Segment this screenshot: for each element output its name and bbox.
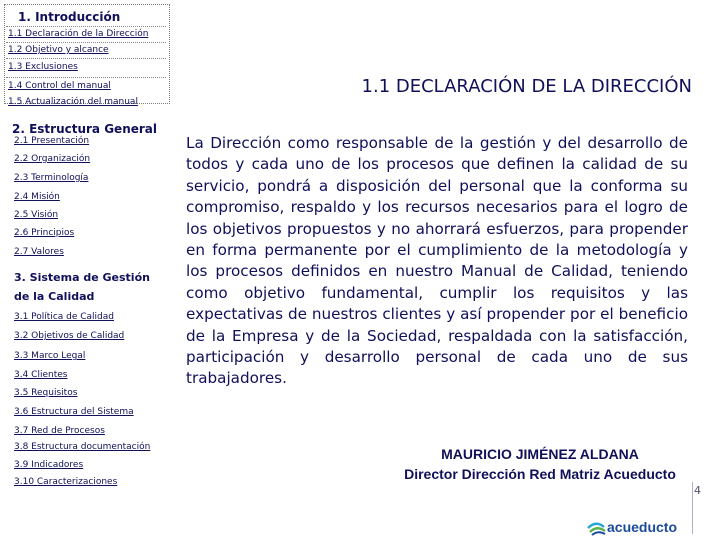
nav-link-3-8[interactable]: 3.8 Estructura documentación [14,442,151,452]
signature-role: Director Dirección Red Matriz Acueducto [404,466,676,482]
page-title: 1.1 DECLARACIÓN DE LA DIRECCIÓN [361,76,692,97]
nav-link-2-5[interactable]: 2.5 Visión [14,210,59,220]
nav-link-1-3[interactable]: 1.3 Exclusiones [8,62,78,72]
nav-link-2-3[interactable]: 2.3 Terminología [14,173,89,183]
nav-link-3-4[interactable]: 3.4 Clientes [14,370,68,380]
nav-link-2-1[interactable]: 2.1 Presentación [14,136,90,146]
nav-link-1-1[interactable]: 1.1 Declaración de la Dirección [8,29,149,39]
separator [6,77,166,78]
section2-title[interactable]: 2. Estructura General [12,122,158,136]
nav-link-3-6[interactable]: 3.6 Estructura del Sistema [14,407,134,417]
section3-title-line2[interactable]: de la Calidad [14,290,95,303]
logo-text: acueducto [607,519,678,535]
left-navigation [0,0,172,540]
nav-link-3-7[interactable]: 3.7 Red de Procesos [14,426,105,436]
nav-link-3-9[interactable]: 3.9 Indicadores [14,460,84,470]
nav-link-2-7[interactable]: 2.7 Valores [14,247,64,257]
separator [6,58,166,59]
nav-link-1-5[interactable]: 1.5 Actualización del manual [8,97,138,107]
nav-link-3-1[interactable]: 3.1 Política de Calidad [14,312,114,322]
logo-mark-icon [588,524,605,535]
separator [6,26,166,27]
nav-link-1-2[interactable]: 1.2 Objetivo y alcance [8,45,109,55]
nav-link-3-5[interactable]: 3.5 Requisitos [14,388,78,398]
nav-link-2-2[interactable]: 2.2 Organización [14,154,91,164]
signature-name: MAURICIO JIMÉNEZ ALDANA [441,446,639,462]
nav-link-3-10[interactable]: 3.10 Caracterizaciones [14,477,118,487]
nav-link-2-4[interactable]: 2.4 Misión [14,192,60,202]
nav-link-1-4[interactable]: 1.4 Control del manual [8,81,111,91]
separator [6,42,166,43]
page-number: 4 [694,484,701,497]
section3-title-line1[interactable]: 3. Sistema de Gestión [14,271,150,284]
acueducto-logo [586,515,688,537]
nav-link-2-6[interactable]: 2.6 Principios [14,228,75,238]
section1-title[interactable]: 1. Introducción [18,10,121,24]
nav-link-3-2[interactable]: 3.2 Objetivos de Calidad [14,331,125,341]
declaration-text: La Dirección como responsable de la gestión y del desarrollo de todos y cada uno de los procesos que definen la calidad de su servicio, pondrá a disposición del personal que la conforma su compromiso, respaldo y los recursos necesarios para el logro de los objetivos propuestos y no ahorrará esfuerzos, para propender en forma permanente por el cumplimiento de la metodología y los procesos definidos en nuestro Manual de Calidad, teniendo como objetivo fundamental, cumplir los requisitos y las expectativas de nuestros clientes y así propender por el beneficio de la Empresa y de la Sociedad, respaldada con la satisfacción, participación y desarrollo personal de cada uno de sus trabajadores. [186,134,688,388]
footer-divider [692,482,693,534]
nav-link-3-3[interactable]: 3.3 Marco Legal [14,351,86,361]
